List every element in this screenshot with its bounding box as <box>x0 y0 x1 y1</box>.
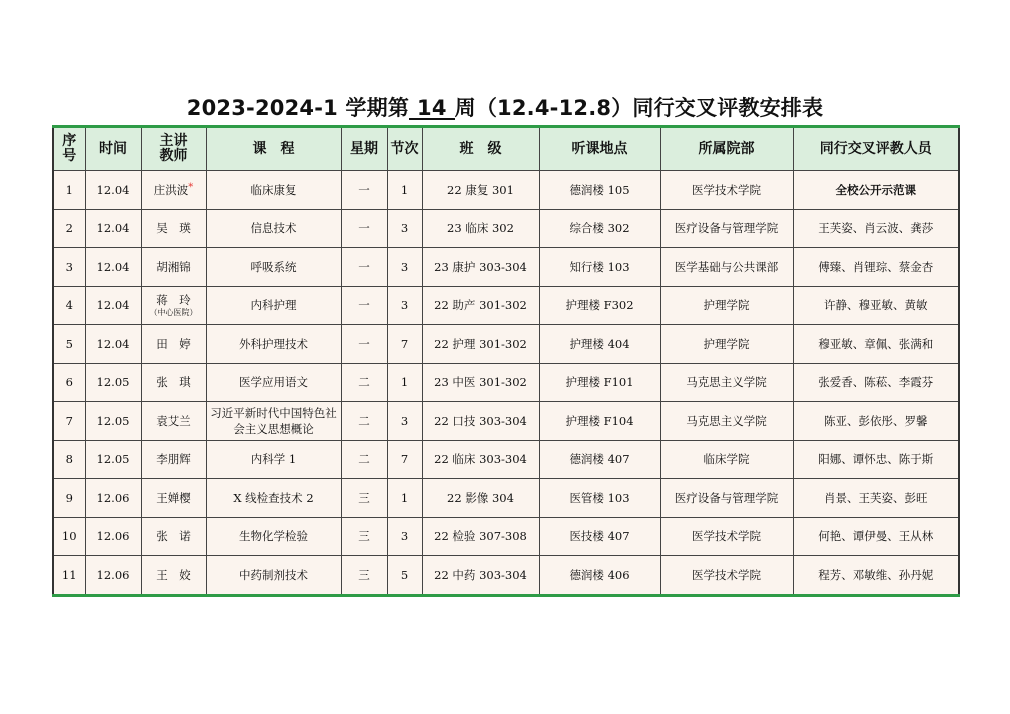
cell-reviewers: 何艳、谭伊曼、王从林 <box>793 517 959 556</box>
header-weekday: 星期 <box>341 127 387 171</box>
table-row <box>53 325 959 364</box>
cell-course: X 线检查技术 2 <box>206 479 341 518</box>
cell-seq: 8 <box>53 440 85 479</box>
teacher-name: 蒋 玲 <box>156 293 191 308</box>
cell-time: 12.05 <box>85 402 141 441</box>
cell-reviewers: 肖景、王芙姿、彭旺 <box>793 479 959 518</box>
teacher-name: 张 诺 <box>156 529 191 544</box>
cell-section: 3 <box>387 248 422 287</box>
title-prefix: 2023-2024-1 学期第 <box>186 96 410 120</box>
cell-seq: 6 <box>53 363 85 402</box>
cell-class: 22 检验 307-308 <box>422 517 539 556</box>
cell-weekday: 三 <box>341 556 387 596</box>
cell-class: 22 康复 301 <box>422 171 539 210</box>
page-title <box>0 92 1010 122</box>
cell-teacher <box>141 286 206 325</box>
cell-section: 7 <box>387 440 422 479</box>
cell-class: 23 临床 302 <box>422 209 539 248</box>
header-reviewers: 同行交叉评教人员 <box>793 127 959 171</box>
cell-course: 中药制剂技术 <box>206 556 341 596</box>
cell-location: 知行楼 103 <box>539 248 660 287</box>
cell-teacher <box>141 171 206 210</box>
table-row <box>53 248 959 287</box>
cell-course: 内科护理 <box>206 286 341 325</box>
cell-time: 12.06 <box>85 556 141 596</box>
cell-class: 22 口技 303-304 <box>422 402 539 441</box>
table-row <box>53 171 959 210</box>
cell-dept: 护理学院 <box>660 325 793 364</box>
cell-weekday: 二 <box>341 440 387 479</box>
cell-course: 临床康复 <box>206 171 341 210</box>
cell-class: 22 护理 301-302 <box>422 325 539 364</box>
cell-teacher <box>141 248 206 287</box>
cell-location: 护理楼 F302 <box>539 286 660 325</box>
cell-location: 护理楼 F104 <box>539 402 660 441</box>
cell-seq: 4 <box>53 286 85 325</box>
cell-weekday: 二 <box>341 402 387 441</box>
cell-class: 23 中医 301-302 <box>422 363 539 402</box>
cell-weekday: 三 <box>341 479 387 518</box>
cell-weekday: 一 <box>341 209 387 248</box>
cell-seq: 9 <box>53 479 85 518</box>
cell-reviewers: 全校公开示范课 <box>793 171 959 210</box>
table-row <box>53 517 959 556</box>
cell-section: 3 <box>387 402 422 441</box>
cell-dept: 医学基础与公共课部 <box>660 248 793 287</box>
cell-class: 23 康护 303-304 <box>422 248 539 287</box>
cell-teacher <box>141 479 206 518</box>
schedule-table <box>52 125 960 597</box>
cell-class: 22 临床 303-304 <box>422 440 539 479</box>
cell-seq: 1 <box>53 171 85 210</box>
cell-dept: 医疗设备与管理学院 <box>660 479 793 518</box>
cell-section: 1 <box>387 363 422 402</box>
cell-location: 综合楼 302 <box>539 209 660 248</box>
cell-seq: 3 <box>53 248 85 287</box>
teacher-name: 李朋辉 <box>156 452 191 467</box>
cell-teacher <box>141 517 206 556</box>
teacher-note: （中心医院） <box>149 308 198 318</box>
cell-weekday: 一 <box>341 325 387 364</box>
header-row <box>53 127 959 171</box>
header-seq: 序号 <box>53 127 85 171</box>
teacher-name: 王 姣 <box>156 567 191 582</box>
teacher-name: 田 婷 <box>156 336 191 351</box>
cell-section: 3 <box>387 209 422 248</box>
cell-reviewers: 陈亚、彭依彤、罗馨 <box>793 402 959 441</box>
teacher-name: 胡湘锦 <box>156 259 191 274</box>
header-time: 时间 <box>85 127 141 171</box>
cell-class: 22 助产 301-302 <box>422 286 539 325</box>
cell-time: 12.06 <box>85 517 141 556</box>
teacher-name: 庄洪波 <box>153 182 189 197</box>
cell-teacher <box>141 325 206 364</box>
cell-seq: 5 <box>53 325 85 364</box>
teacher-name: 袁艾兰 <box>156 413 191 428</box>
header-course: 课 程 <box>206 127 341 171</box>
cell-section: 1 <box>387 171 422 210</box>
cell-teacher <box>141 402 206 441</box>
cell-time: 12.04 <box>85 171 141 210</box>
title-week-number: 14 <box>409 98 455 120</box>
cell-dept: 临床学院 <box>660 440 793 479</box>
cell-class: 22 中药 303-304 <box>422 556 539 596</box>
title-suffix: 周（12.4-12.8）同行交叉评教安排表 <box>454 96 824 120</box>
header-teacher: 主讲教师 <box>141 127 206 171</box>
cell-seq: 10 <box>53 517 85 556</box>
cell-dept: 医疗设备与管理学院 <box>660 209 793 248</box>
table-row <box>53 286 959 325</box>
cell-weekday: 二 <box>341 363 387 402</box>
cell-reviewers: 张爱香、陈菘、李霞芬 <box>793 363 959 402</box>
teacher-name: 王婵樱 <box>156 490 191 505</box>
cell-course: 呼吸系统 <box>206 248 341 287</box>
cell-reviewers: 王芙姿、肖云波、龚莎 <box>793 209 959 248</box>
cell-seq: 7 <box>53 402 85 441</box>
cell-weekday: 一 <box>341 248 387 287</box>
table-row <box>53 556 959 596</box>
cell-teacher <box>141 440 206 479</box>
cell-time: 12.04 <box>85 248 141 287</box>
cell-seq: 2 <box>53 209 85 248</box>
cell-class: 22 影像 304 <box>422 479 539 518</box>
cell-time: 12.04 <box>85 209 141 248</box>
cell-dept: 护理学院 <box>660 286 793 325</box>
cell-location: 德润楼 406 <box>539 556 660 596</box>
cell-reviewers: 穆亚敏、章佩、张满和 <box>793 325 959 364</box>
table-row <box>53 209 959 248</box>
cell-reviewers: 程芳、邓敏维、孙丹妮 <box>793 556 959 596</box>
cell-time: 12.06 <box>85 479 141 518</box>
cell-weekday: 一 <box>341 286 387 325</box>
cell-section: 1 <box>387 479 422 518</box>
cell-section: 3 <box>387 286 422 325</box>
cell-teacher <box>141 209 206 248</box>
cell-course: 外科护理技术 <box>206 325 341 364</box>
table-row <box>53 402 959 441</box>
cell-dept: 马克思主义学院 <box>660 363 793 402</box>
cell-teacher <box>141 556 206 596</box>
cell-reviewers: 阳娜、谭怀忠、陈于斯 <box>793 440 959 479</box>
cell-course: 信息技术 <box>206 209 341 248</box>
header-dept: 所属院部 <box>660 127 793 171</box>
cell-section: 3 <box>387 517 422 556</box>
header-class: 班 级 <box>422 127 539 171</box>
cell-time: 12.05 <box>85 440 141 479</box>
cell-time: 12.04 <box>85 286 141 325</box>
table-row <box>53 363 959 402</box>
cell-location: 医技楼 407 <box>539 517 660 556</box>
cell-reviewers: 许静、穆亚敏、黄敏 <box>793 286 959 325</box>
cell-weekday: 三 <box>341 517 387 556</box>
cell-time: 12.05 <box>85 363 141 402</box>
table-row <box>53 440 959 479</box>
cell-teacher <box>141 363 206 402</box>
cell-dept: 马克思主义学院 <box>660 402 793 441</box>
header-section: 节次 <box>387 127 422 171</box>
cell-seq: 11 <box>53 556 85 596</box>
cell-dept: 医学技术学院 <box>660 171 793 210</box>
cell-dept: 医学技术学院 <box>660 517 793 556</box>
cell-reviewers: 傅臻、肖锂琮、蔡金杏 <box>793 248 959 287</box>
cell-course: 生物化学检验 <box>206 517 341 556</box>
cell-course: 医学应用语文 <box>206 363 341 402</box>
cell-course: 习近平新时代中国特色社会主义思想概论 <box>206 402 341 441</box>
cell-location: 护理楼 404 <box>539 325 660 364</box>
teacher-mark: * <box>188 181 194 193</box>
cell-section: 5 <box>387 556 422 596</box>
cell-time: 12.04 <box>85 325 141 364</box>
cell-location: 护理楼 F101 <box>539 363 660 402</box>
teacher-name: 吴 瑛 <box>156 221 191 236</box>
header-location: 听课地点 <box>539 127 660 171</box>
cell-dept: 医学技术学院 <box>660 556 793 596</box>
cell-location: 德润楼 407 <box>539 440 660 479</box>
schedule-body <box>53 171 959 596</box>
cell-location: 医管楼 103 <box>539 479 660 518</box>
cell-course: 内科学 1 <box>206 440 341 479</box>
cell-location: 德润楼 105 <box>539 171 660 210</box>
table-row <box>53 479 959 518</box>
cell-weekday: 一 <box>341 171 387 210</box>
teacher-name: 张 琪 <box>156 375 191 390</box>
cell-section: 7 <box>387 325 422 364</box>
